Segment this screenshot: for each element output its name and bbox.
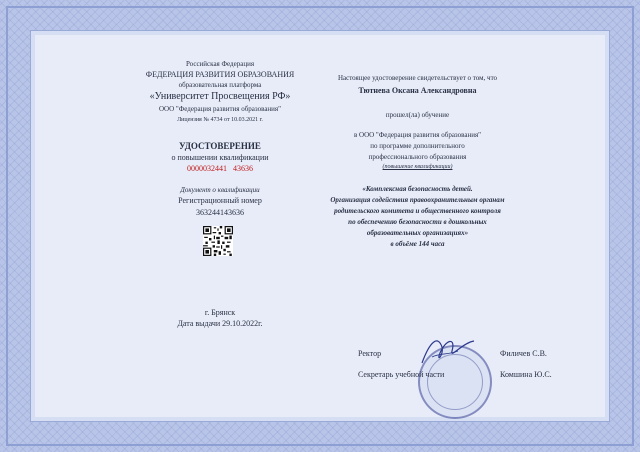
- doc-number-suffix: 43636: [233, 164, 253, 173]
- course-line-5: образовательных организациях»: [366, 229, 469, 237]
- city: г. Брянск: [204, 308, 236, 317]
- passed-training: прошел(ла) обучение: [385, 111, 450, 119]
- course-line-3: родительского комитета и общественного контроля: [334, 207, 501, 215]
- rector-signature: [418, 333, 478, 369]
- platform-line: образовательная платформа: [178, 81, 262, 89]
- org-full: ООО "Федерация развития образования": [158, 105, 282, 113]
- course-line-4: по обеспечению безопасности в дошкольных: [348, 218, 487, 226]
- org-caps: ФЕДЕРАЦИЯ РАЗВИТИЯ ОБРАЗОВАНИЯ: [145, 70, 295, 79]
- reg-number: 363244143636: [196, 208, 244, 217]
- qr-code: [203, 226, 233, 256]
- platform-name: «Университет Просвещения РФ»: [149, 91, 291, 102]
- reg-label: Регистрационный номер: [178, 196, 262, 205]
- issue-date: Дата выдачи 29.10.2022г.: [177, 319, 263, 328]
- course-line-2: Организация содействия правоохранительным органам: [330, 196, 505, 204]
- course-line-1: «Комплексная безопасность детей.: [362, 185, 473, 193]
- doc-number-main: 0000032441: [187, 164, 227, 173]
- secretary-name: Комшина Ю.С.: [500, 370, 552, 379]
- country: Российская Федерация: [185, 60, 255, 68]
- intro: Настоящее удостоверение свидетельствует о том, что: [337, 74, 498, 82]
- rector-label: Ректор: [358, 349, 382, 358]
- doc-title: УДОСТОВЕРЕНИЕ: [179, 141, 261, 151]
- recipient-name: Тютнева Оксана Александровна: [358, 86, 477, 95]
- hours: в объёме 144 часа: [390, 240, 445, 248]
- doc-subtitle: о повышении квалификации: [171, 153, 269, 162]
- program-line-1: по программе дополнительного: [370, 142, 465, 150]
- in-org: в ООО "Федерация развития образования": [353, 131, 482, 139]
- license: Лицензия № 4734 от 10.03.2021 г.: [177, 117, 263, 123]
- program-type: (повышение квалификации): [382, 164, 453, 170]
- doc-type: Документ о квалификации: [180, 186, 260, 194]
- secretary-label: Секретарь учебной части: [358, 370, 445, 379]
- rector-name: Филичев С.В.: [500, 349, 547, 358]
- doc-number: [130, 164, 310, 173]
- program-line-2: профессионального образования: [368, 153, 467, 161]
